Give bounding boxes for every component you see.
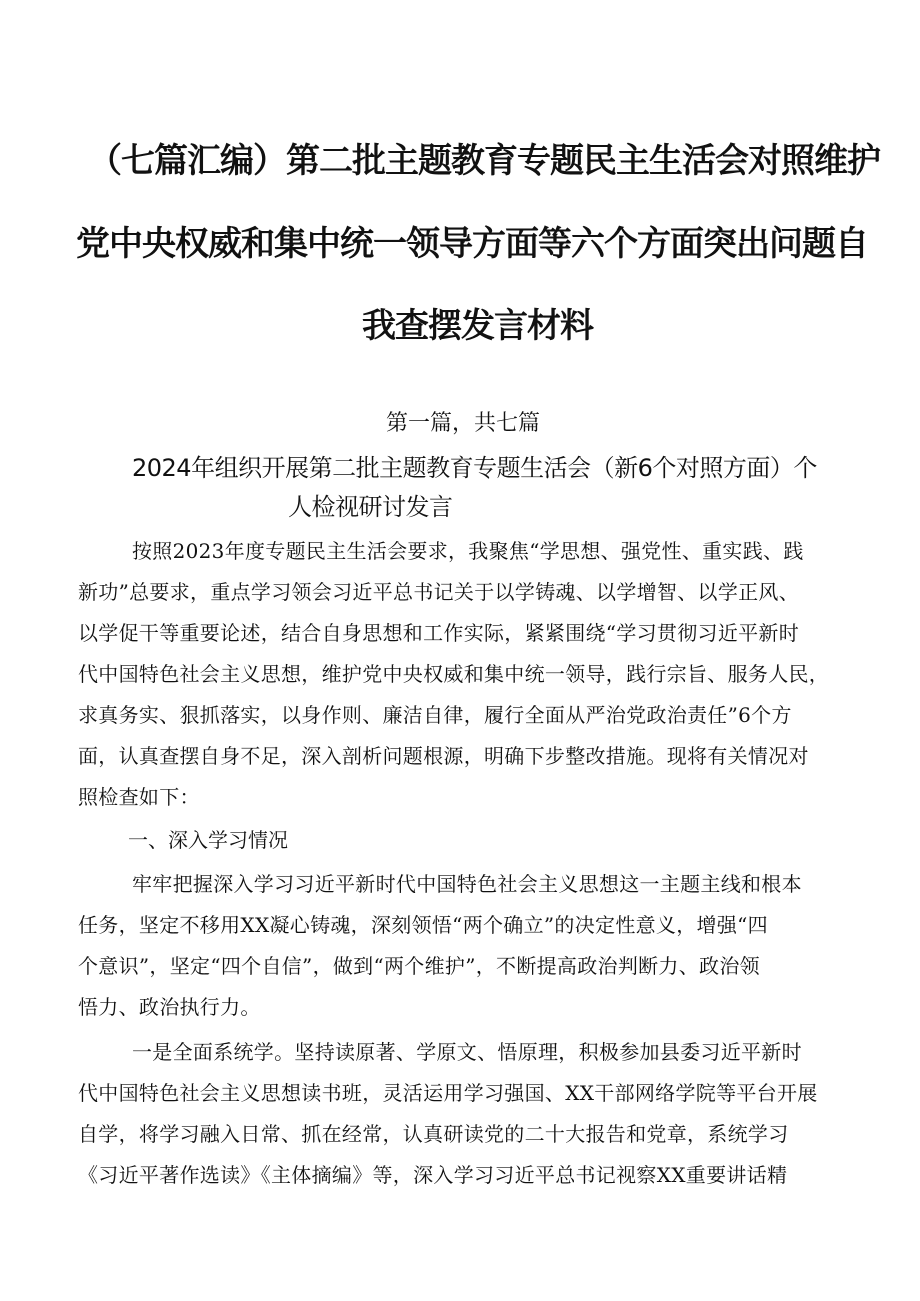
paragraph-1-line: 求真务实、狠抓落实，以身作则、廉洁自律，履行全面从严治党政治责任”6个方 <box>78 703 792 727</box>
section-mark: 第一篇，共七篇 <box>386 411 541 436</box>
paragraph-3-line: 自学，将学习融入日常、抓在经常，认真研读党的二十大报告和党章，系统学习 <box>78 1122 789 1146</box>
subtitle-line-2: 人检视研讨发言 <box>288 493 453 521</box>
paragraph-1-line: 照检查如下： <box>78 785 200 809</box>
paragraph-2-line: 牢牢把握深入学习习近平新时代中国特色社会主义思想这一主题主线和根本 <box>132 872 802 896</box>
paragraph-1-line: 新功”总要求，重点学习领会习近平总书记关于以学铸魂、以学增智、以学正风、 <box>78 580 800 604</box>
paragraph-1-line: 以学促干等重要论述，结合自身思想和工作实际，紧紧围绕“学习贯彻习近平新时 <box>78 621 800 645</box>
paragraph-1-line: 代中国特色社会主义思想，维护党中央权威和集中统一领导，践行宗旨、服务人民， <box>78 662 830 686</box>
section-heading: 一、深入学习情况 <box>128 828 288 852</box>
paragraph-1-line: 按照2023年度专题民主生活会要求，我聚焦“学思想、强党性、重实践、践 <box>132 539 804 563</box>
paragraph-2-line: 悟力、政治执行力。 <box>78 995 261 1019</box>
title-line-3: 我查摆发言材料 <box>362 306 593 346</box>
paragraph-2-line: 任务，坚定不移用XX凝心铸魂，深刻领悟“两个确立”的决定性意义，增强“四 <box>78 913 768 937</box>
paragraph-3-line: 一是全面系统学。坚持读原著、学原文、悟原理，积极参加县委习近平新时 <box>132 1040 802 1064</box>
paragraph-1-line: 面，认真查摆自身不足，深入剖析问题根源，明确下步整改措施。现将有关情况对 <box>78 744 809 768</box>
title-line-2: 党中央权威和集中统一领导方面等六个方面突出问题自 <box>76 224 868 264</box>
subtitle-line-1: 2024年组织开展第二批主题教育专题生活会（新6个对照方面）个 <box>132 454 817 482</box>
paragraph-3-line: 《习近平著作选读》《主体摘编》等，深入学习习近平总书记视察XX重要讲话精 <box>78 1163 788 1187</box>
paragraph-3-line: 代中国特色社会主义思想读书班，灵活运用学习强国、XX干部网络学院等平台开展 <box>78 1081 818 1105</box>
title-line-1: （七篇汇编）第二批主题教育专题民主生活会对照维护 <box>88 141 880 181</box>
paragraph-2-line: 个意识”，坚定“四个自信”，做到“两个维护”，不断提高政治判断力、政治领 <box>78 954 760 978</box>
